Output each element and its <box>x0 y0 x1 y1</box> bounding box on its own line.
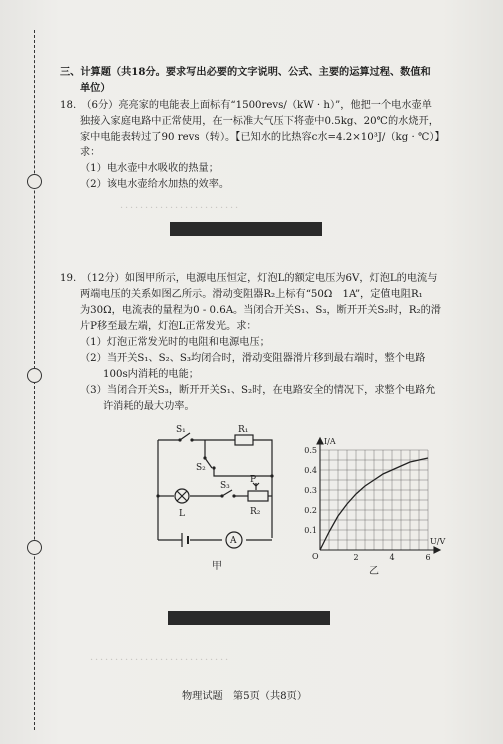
y-tick-label: 0.2 <box>304 506 317 515</box>
rheostat-r2-label: R₂ <box>250 507 261 517</box>
graph-caption: 乙 <box>369 566 379 577</box>
binding-hole <box>27 368 42 383</box>
switch-s3-label: S₃ <box>220 481 230 491</box>
redaction-bar <box>170 222 322 236</box>
q19-subquestion: （1）灯泡正常发光时的电阻和电源电压； <box>80 337 270 348</box>
q19-line: 19. （12分）如图甲所示，电源电压恒定，灯泡L的额定电压为6V，灯泡L的电流与 <box>60 273 438 284</box>
q19-line: 片P移至最左端，灯泡L正常发光。求： <box>80 321 257 332</box>
redaction-bar <box>168 611 330 625</box>
q19-subquestion: （3）当闭合开关S₃，断开开关S₁、S₂时，在电路安全的情况下，求整个电路允 <box>80 385 436 396</box>
switch-s2-label: S₂ <box>196 463 206 473</box>
lamp-l-label: L <box>179 509 185 519</box>
q18-line: 独接入家庭电路中正常使用，在一标准大气压下将壶中0.5kg、20℃的水烧开， <box>80 116 439 127</box>
y-axis-label: I/A <box>324 437 336 446</box>
switch-s1-label: S₁ <box>176 425 186 435</box>
q19-line: 两端电压的关系如图乙所示。滑动变阻器R₂上标有“50Ω 1A”，定值电阻R₁ <box>80 289 423 300</box>
iv-graph <box>300 430 446 580</box>
bleed-through-text: ．．．．．．．．．．．．．．．．．．．．．．．． <box>120 200 245 211</box>
y-tick-label: 0.1 <box>304 526 317 535</box>
q19-subquestion: （2）当开关S₁、S₂、S₃均闭合时，滑动变阻器滑片移到最右端时，整个电路 <box>80 353 426 364</box>
x-tick-label: 2 <box>353 553 359 562</box>
page-footer: 物理试题 第5页（共8页） <box>182 691 308 702</box>
ammeter-label: A <box>230 536 237 546</box>
x-tick-label: 6 <box>425 553 431 562</box>
q19-line: 为30Ω，电流表的量程为0 - 0.6A。当闭合开关S₁、S₃，断开开关S₂时，R₂的滑 <box>80 305 441 316</box>
section-header-cont: 单位） <box>80 82 111 94</box>
y-axis-arrow <box>317 438 323 444</box>
q18-line: 18. （6分）亮亮家的电能表上面标有“1500revs/（kW · h）”，他把一个电水壶单 <box>60 100 432 111</box>
bleed-through-text: ．．．．．．．．．．．．．．．．．．．．．．．．．．．． <box>90 652 235 663</box>
section-header: 三、计算题（共18分。要求写出必要的文字说明、公式、主要的运算过程、数值和 <box>60 66 431 78</box>
q18-line: 求： <box>80 147 101 158</box>
x-axis-arrow <box>434 547 440 553</box>
q19-subquestion-cont: 100s内消耗的电能； <box>103 369 199 380</box>
binding-hole <box>27 174 42 189</box>
binding-hole <box>27 540 42 555</box>
y-tick-label: 0.5 <box>304 446 317 455</box>
x-axis-label: U/V <box>430 537 446 546</box>
q18-subquestion: （1）电水壶中水吸收的热量； <box>80 163 219 174</box>
circuit-diagram <box>150 425 290 578</box>
slider-p-label: P <box>250 475 257 485</box>
y-tick-label: 0.4 <box>304 466 317 475</box>
q18-subquestion: （2）该电水壶给水加热的效率。 <box>80 179 230 190</box>
q19-subquestion-cont: 许消耗的最大功率。 <box>103 401 195 412</box>
resistor-r1-label: R₁ <box>238 425 249 435</box>
x-tick-label: 4 <box>389 553 395 562</box>
y-tick-label: 0.3 <box>304 486 317 495</box>
origin-label: O <box>312 552 319 561</box>
q18-line: 家中电能表转过了90 revs（转）。【已知水的比热容c水=4.2×10³J/（kg · ℃）】 <box>80 132 445 143</box>
circuit-caption: 甲 <box>212 561 222 572</box>
